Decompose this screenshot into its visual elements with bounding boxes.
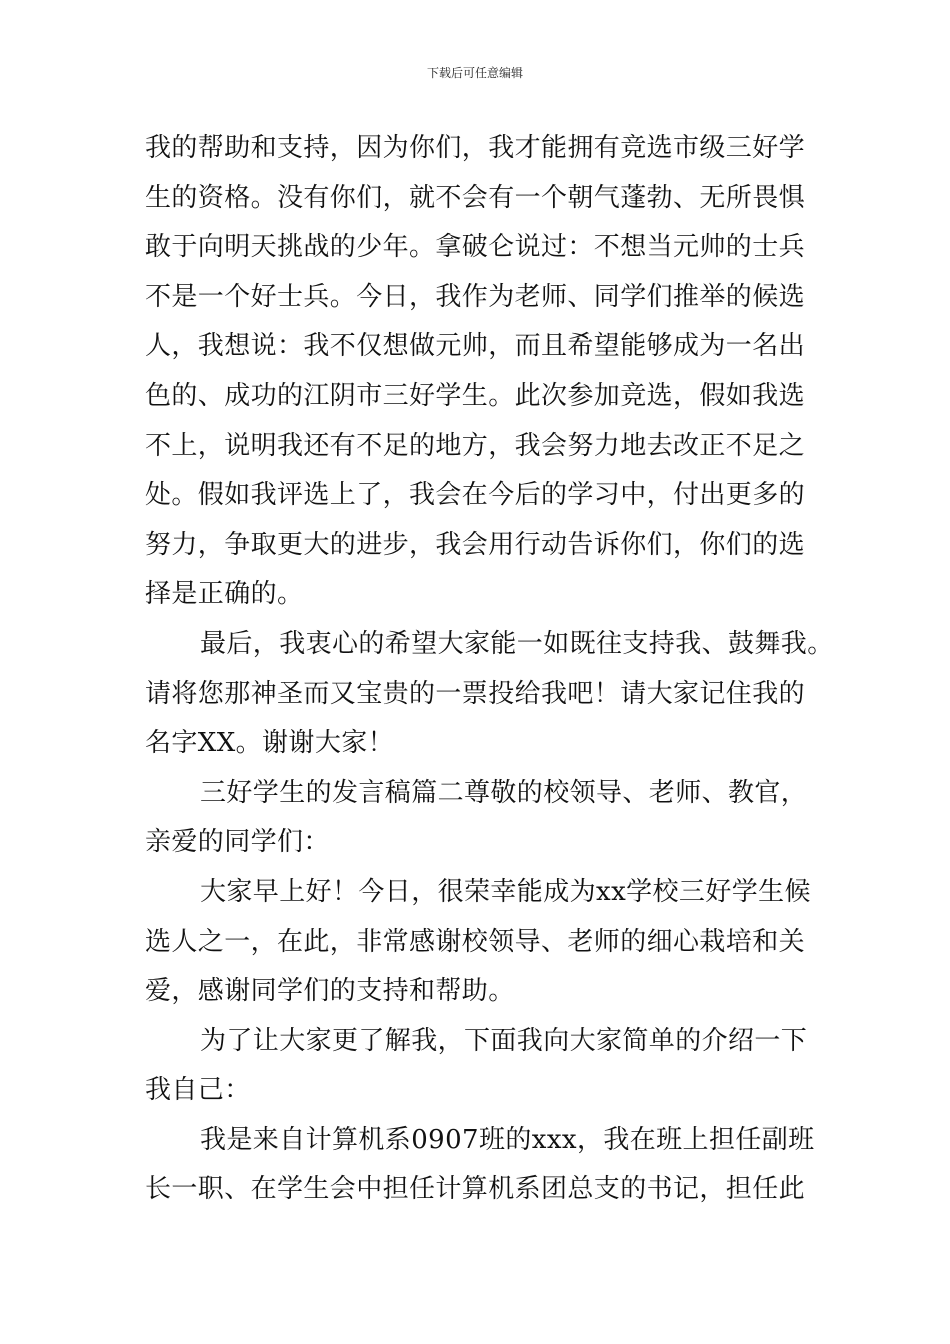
text-line: 人，我想说：我不仅想做元帅，而且希望能够成为一名出 bbox=[145, 331, 806, 362]
document-body bbox=[145, 124, 834, 1215]
text-line: 我自己： bbox=[145, 1075, 251, 1106]
text-line: 亲爱的同学们： bbox=[145, 827, 330, 858]
text-line: 我的帮助和支持，因为你们，我才能拥有竞选市级三好学 bbox=[145, 133, 806, 163]
paragraph-start-line: 为了让大家更了解我，下面我向大家简单的介绍一下 bbox=[200, 1025, 808, 1056]
text-line: 不上，说明我还有不足的地方，我会努力地去改正不足之 bbox=[145, 430, 806, 461]
text-line: 色的、成功的江阴市三好学生。此次参加竞选，假如我选 bbox=[145, 380, 806, 411]
paragraph-start-line: 三好学生的发言稿篇二尊敬的校领导、老师、教官， bbox=[200, 777, 808, 808]
text-line: 敢于向明天挑战的少年。拿破仑说过：不想当元帅的士兵 bbox=[145, 232, 806, 263]
text-line: 努力，争取更大的进步，我会用行动告诉你们，你们的选 bbox=[145, 529, 806, 560]
text-line: 生的资格。没有你们，就不会有一个朝气蓬勃、无所畏惧 bbox=[145, 182, 806, 213]
text-line: 择是正确的。 bbox=[145, 579, 304, 610]
text-line: 请将您那神圣而又宝贵的一票投给我吧！请大家记住我的 bbox=[145, 678, 806, 709]
paragraph-start-line: 大家早上好！今日，很荣幸能成为xx学校三好学生候 bbox=[200, 876, 811, 907]
text-line: 长一职、在学生会中担任计算机系团总支的书记，担任此 bbox=[145, 1174, 806, 1205]
text-line: 不是一个好士兵。今日，我作为老师、同学们推举的候选 bbox=[145, 281, 806, 312]
text-line: 选人之一，在此，非常感谢校领导、老师的细心栽培和关 bbox=[145, 926, 806, 957]
paragraph-start-line: 最后，我衷心的希望大家能一如既往支持我、鼓舞我。 bbox=[200, 628, 834, 659]
text-line: 爱，感谢同学们的支持和帮助。 bbox=[145, 976, 515, 1007]
text-line: 名字XX。谢谢大家！ bbox=[145, 728, 395, 759]
page-header: 下载后可任意编辑 bbox=[426, 66, 523, 80]
paragraph-start-line: 我是来自计算机系0907班的xxx，我在班上担任副班 bbox=[200, 1124, 815, 1155]
text-line: 处。假如我评选上了，我会在今后的学习中，付出更多的 bbox=[145, 480, 806, 511]
